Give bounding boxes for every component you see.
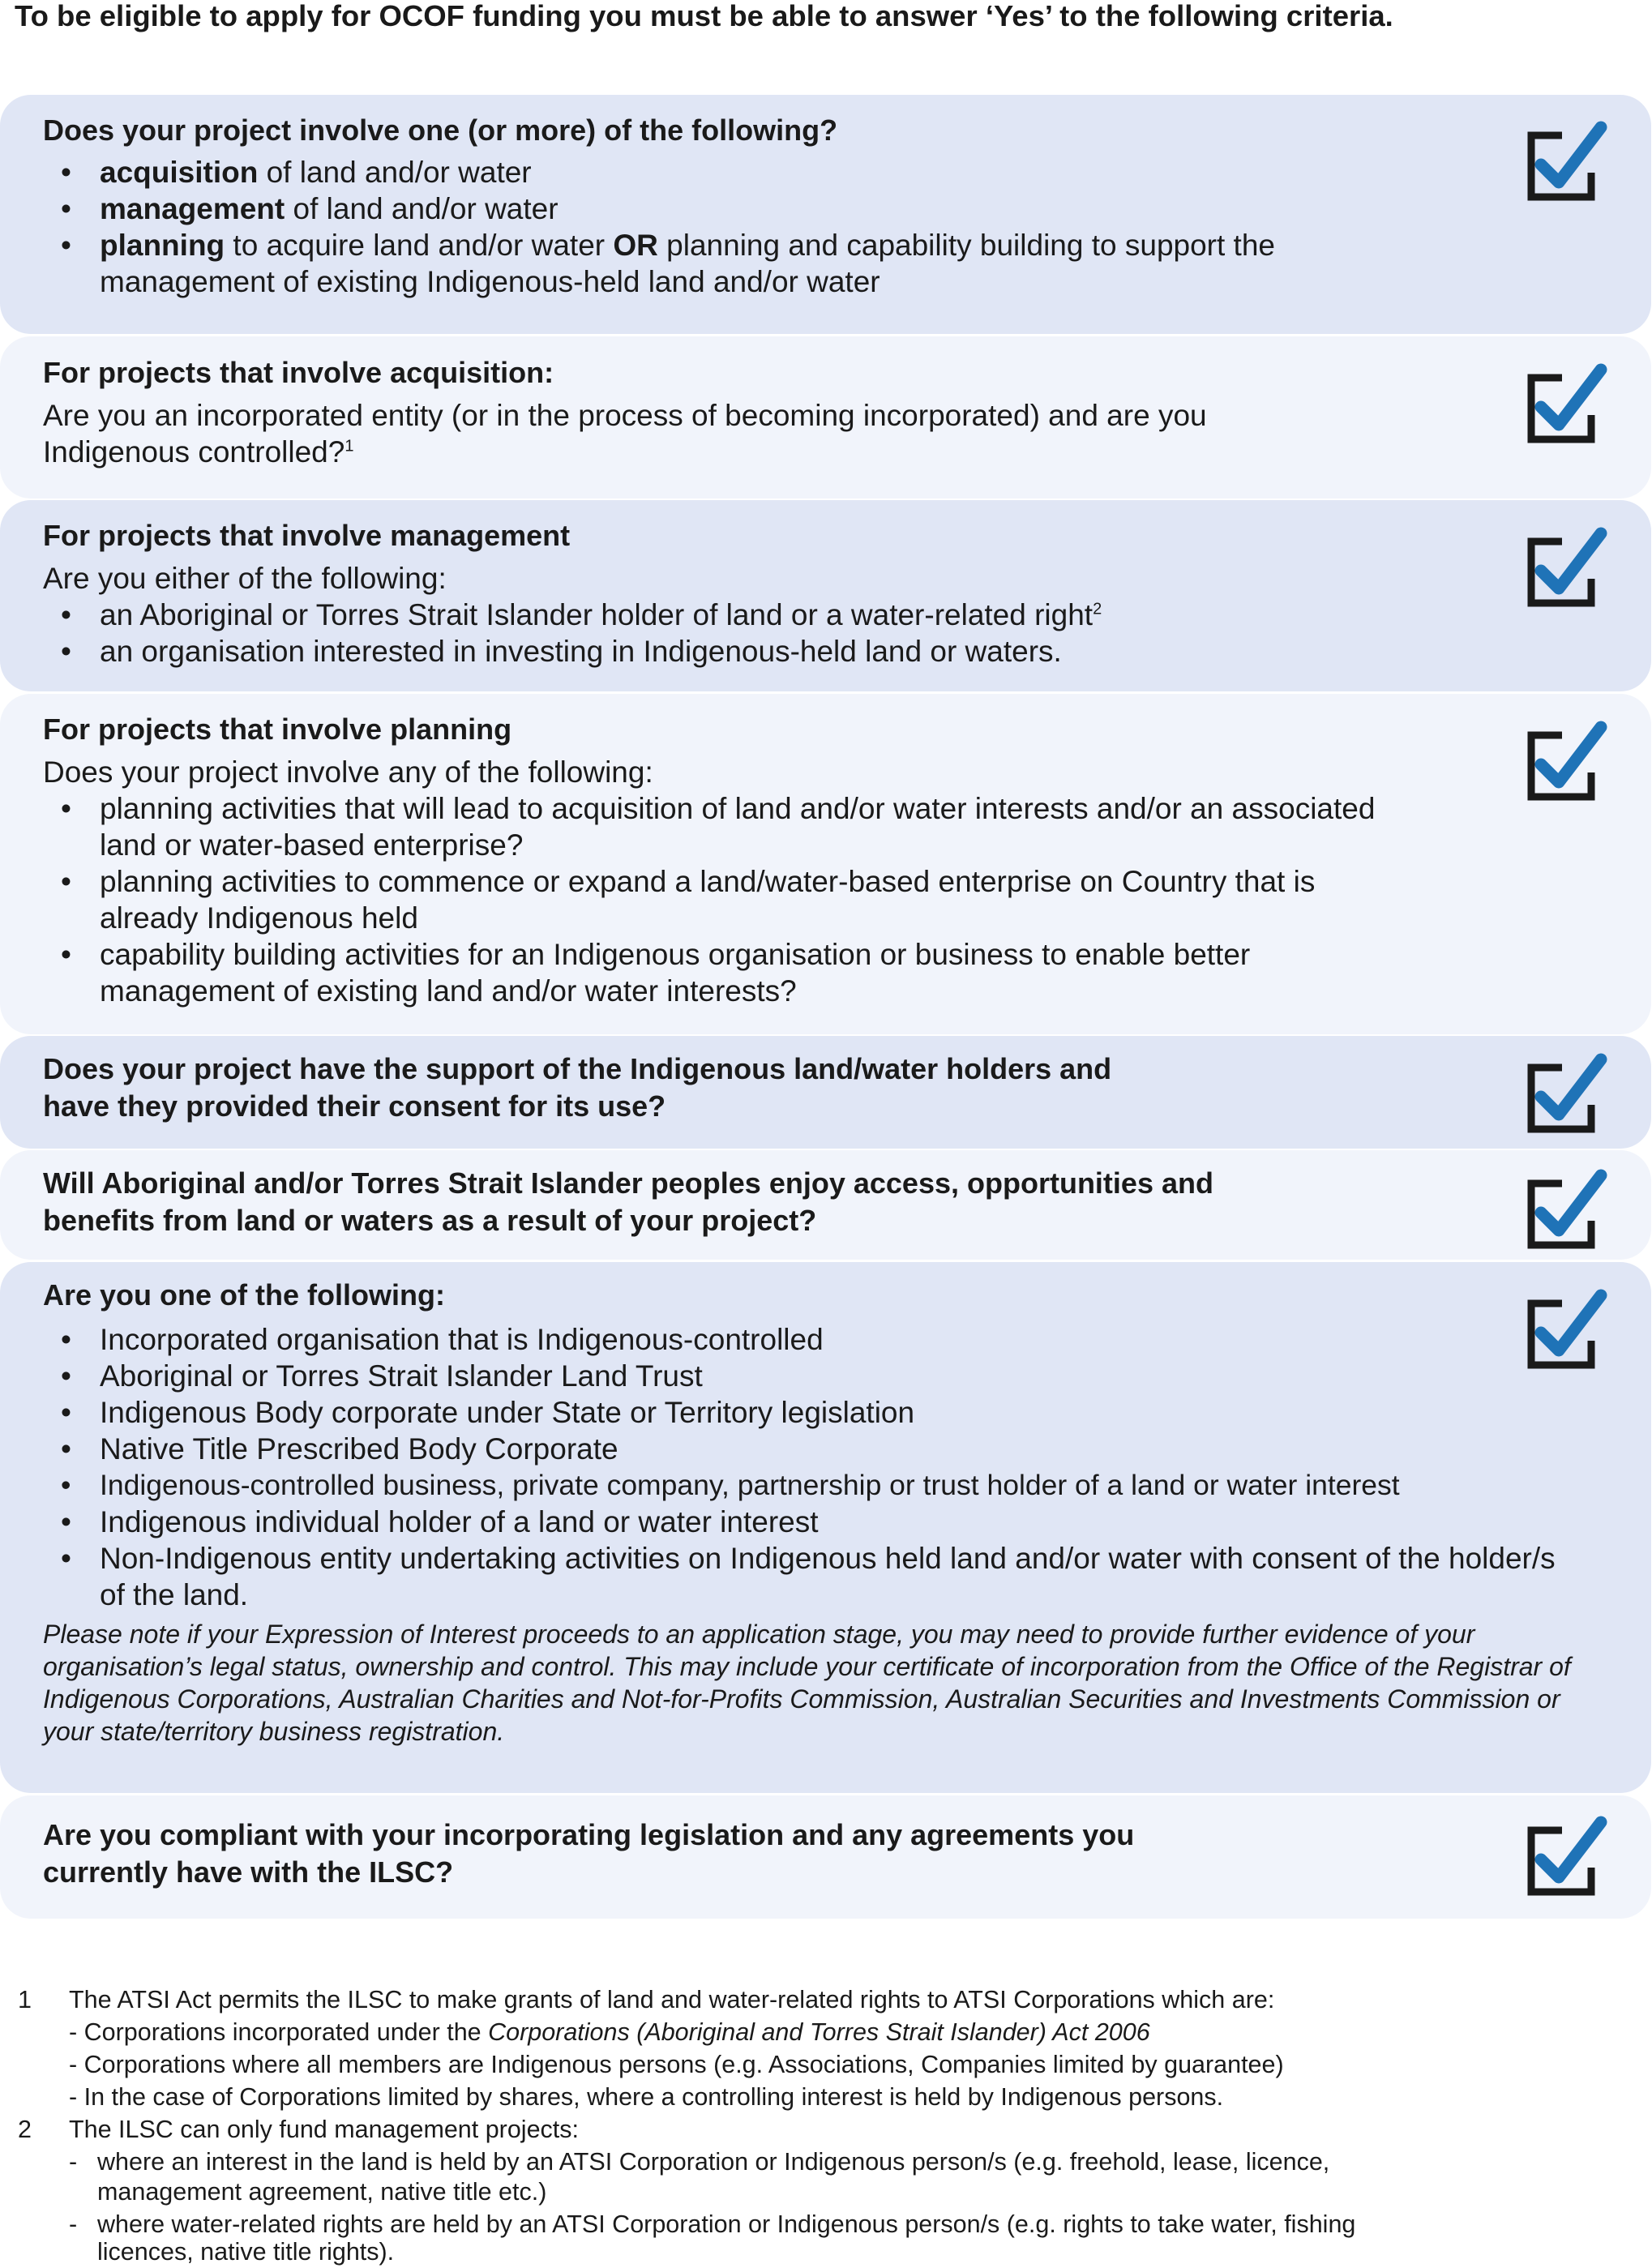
criterion-2-question: For projects that involve acquisition: [43, 356, 554, 389]
list-item: • Non-Indigenous entity undertaking activities on Indigenous held land and/or water with consent of the holder/s of the land. [43, 1540, 1603, 1613]
criterion-3-box [0, 500, 1651, 691]
footnote-2-dash: - [69, 2148, 78, 2176]
footnote-2-item-1b: management agreement, native title etc.) [97, 2178, 547, 2206]
checkbox-checked-icon [1526, 360, 1607, 446]
criterion-8-question: Are you compliant with your incorporating legislation and any agreements you currently have with the ILSC? [43, 1818, 1135, 1889]
checkbox-checked-icon [1526, 717, 1607, 803]
footnote-number: 2 [18, 2116, 32, 2143]
checkbox-checked-icon [1526, 1812, 1607, 1898]
checkbox-checked-icon [1526, 1166, 1607, 1252]
checkbox-checked-icon [1526, 1050, 1607, 1136]
footnote-2-item-1a: where an interest in the land is held by an ATSI Corporation or Indigenous person/s (e.g. freehold, lease, licence, [97, 2148, 1330, 2176]
criterion-4-question: For projects that involve planning [43, 712, 512, 746]
footnote-text: The ILSC can only fund management projects: [69, 2116, 579, 2143]
list-item: • an Aboriginal or Torres Strait Islander holder of land or a water-related right$^2$ [43, 597, 1489, 633]
list-item: • Indigenous individual holder of a land or water interest [43, 1504, 1603, 1540]
footnote-2-item-2b: licences, native title rights). [97, 2238, 395, 2266]
checkbox-checked-icon [1526, 118, 1607, 203]
criterion-3-list [43, 597, 1489, 670]
criterion-4-box [0, 694, 1651, 1034]
criterion-7-list [43, 1321, 1603, 1613]
footnote-ref-2: 2 [1093, 600, 1102, 618]
criterion-7-question: Are you one of the following: [43, 1278, 445, 1312]
criterion-2-box [0, 336, 1651, 499]
criterion-6-box [0, 1150, 1651, 1260]
list-item: • planning activities to commence or expand a land/water-based enterprise on Country that is already Indigenous held [43, 863, 1400, 936]
checkbox-checked-icon [1526, 524, 1607, 610]
list-item: • capability building activities for an Indigenous organisation or business to enable better management of existing land and/or water interests? [43, 936, 1400, 1009]
page-heading: To be eligible to apply for OCOF funding you must be able to answer ‘Yes’ to the following criteria. [15, 0, 1393, 32]
criterion-2-text: Are you an incorporated entity (or in the process of becoming incorporated) and are you Indigenous controlled?$^1$ [43, 399, 1207, 469]
criterion-4-intro: Does your project involve any of the following: [43, 755, 653, 789]
list-item: • Indigenous Body corporate under State or Territory legislation [43, 1394, 1603, 1431]
criterion-1-box [0, 95, 1651, 334]
criterion-6-question: Will Aboriginal and/or Torres Strait Islander peoples enjoy access, opportunities and benefits from land or waters as a result of your project? [43, 1166, 1213, 1237]
list-item: • an organisation interested in investing in Indigenous-held land or waters. [43, 633, 1489, 670]
list-item: • management of land and/or water [43, 190, 1489, 227]
criterion-8-box [0, 1795, 1651, 1919]
footnote-1-line-2: - Corporations where all members are Indigenous persons (e.g. Associations, Companies limited by guarantee) [69, 2051, 1284, 2078]
footnote-ref-1: 1 [345, 437, 354, 456]
footnote-2-dash: - [69, 2210, 78, 2238]
list-item: • Indigenous-controlled business, private company, partnership or trust holder of a land or water interest [43, 1467, 1603, 1504]
list-item: • planning to acquire land and/or water OR planning and capability building to support the management of existing Indigenous-held land and/or water [43, 227, 1489, 300]
criterion-5-question: Does your project have the support of the Indigenous land/water holders and have they provided their consent for its use? [43, 1052, 1112, 1123]
list-item: • planning activities that will lead to acquisition of land and/or water interests and/or an associated land or water-based enterprise? [43, 790, 1400, 863]
footnote-number: 1 [18, 1986, 32, 2013]
criterion-7-box [0, 1262, 1651, 1793]
criterion-1-question: Does your project involve one (or more) of the following? [43, 113, 838, 147]
criterion-3-intro: Are you either of the following: [43, 562, 447, 595]
footnote-1-line-1: - Corporations incorporated under the Corporations (Aboriginal and Torres Strait Islander) Act 2006 [69, 2018, 1150, 2046]
criterion-1-list [43, 154, 1489, 300]
footnote-2-item-2a: where water-related rights are held by an ATSI Corporation or Indigenous person/s (e.g. rights to take water, fishing [97, 2210, 1356, 2238]
list-item: • Incorporated organisation that is Indigenous-controlled [43, 1321, 1603, 1358]
criterion-7-note: Please note if your Expression of Interest proceeds to an application stage, you may need to provide further evidence of your organisation’s legal status, ownership and control. This may include your certificate of incorporation from the Office of the Registrar of Indigenous Corporations, Australian Charities and Not-for-Profits Commission, Australian Securities and Investments Commission or your state/territory business registration. [43, 1620, 1571, 1746]
criterion-3-question: For projects that involve management [43, 519, 571, 552]
footnote-text: The ATSI Act permits the ILSC to make grants of land and water-related rights to ATSI Corporations which are: [69, 1986, 1275, 2013]
list-item: • Native Title Prescribed Body Corporate [43, 1431, 1603, 1467]
footnote-1-line-3: - In the case of Corporations limited by shares, where a controlling interest is held by Indigenous persons. [69, 2083, 1224, 2111]
criterion-5-box [0, 1036, 1651, 1149]
criterion-4-list [43, 790, 1489, 1009]
list-item: • Aboriginal or Torres Strait Islander Land Trust [43, 1358, 1603, 1394]
checkbox-checked-icon [1526, 1286, 1607, 1371]
list-item: • acquisition of land and/or water [43, 154, 1489, 190]
